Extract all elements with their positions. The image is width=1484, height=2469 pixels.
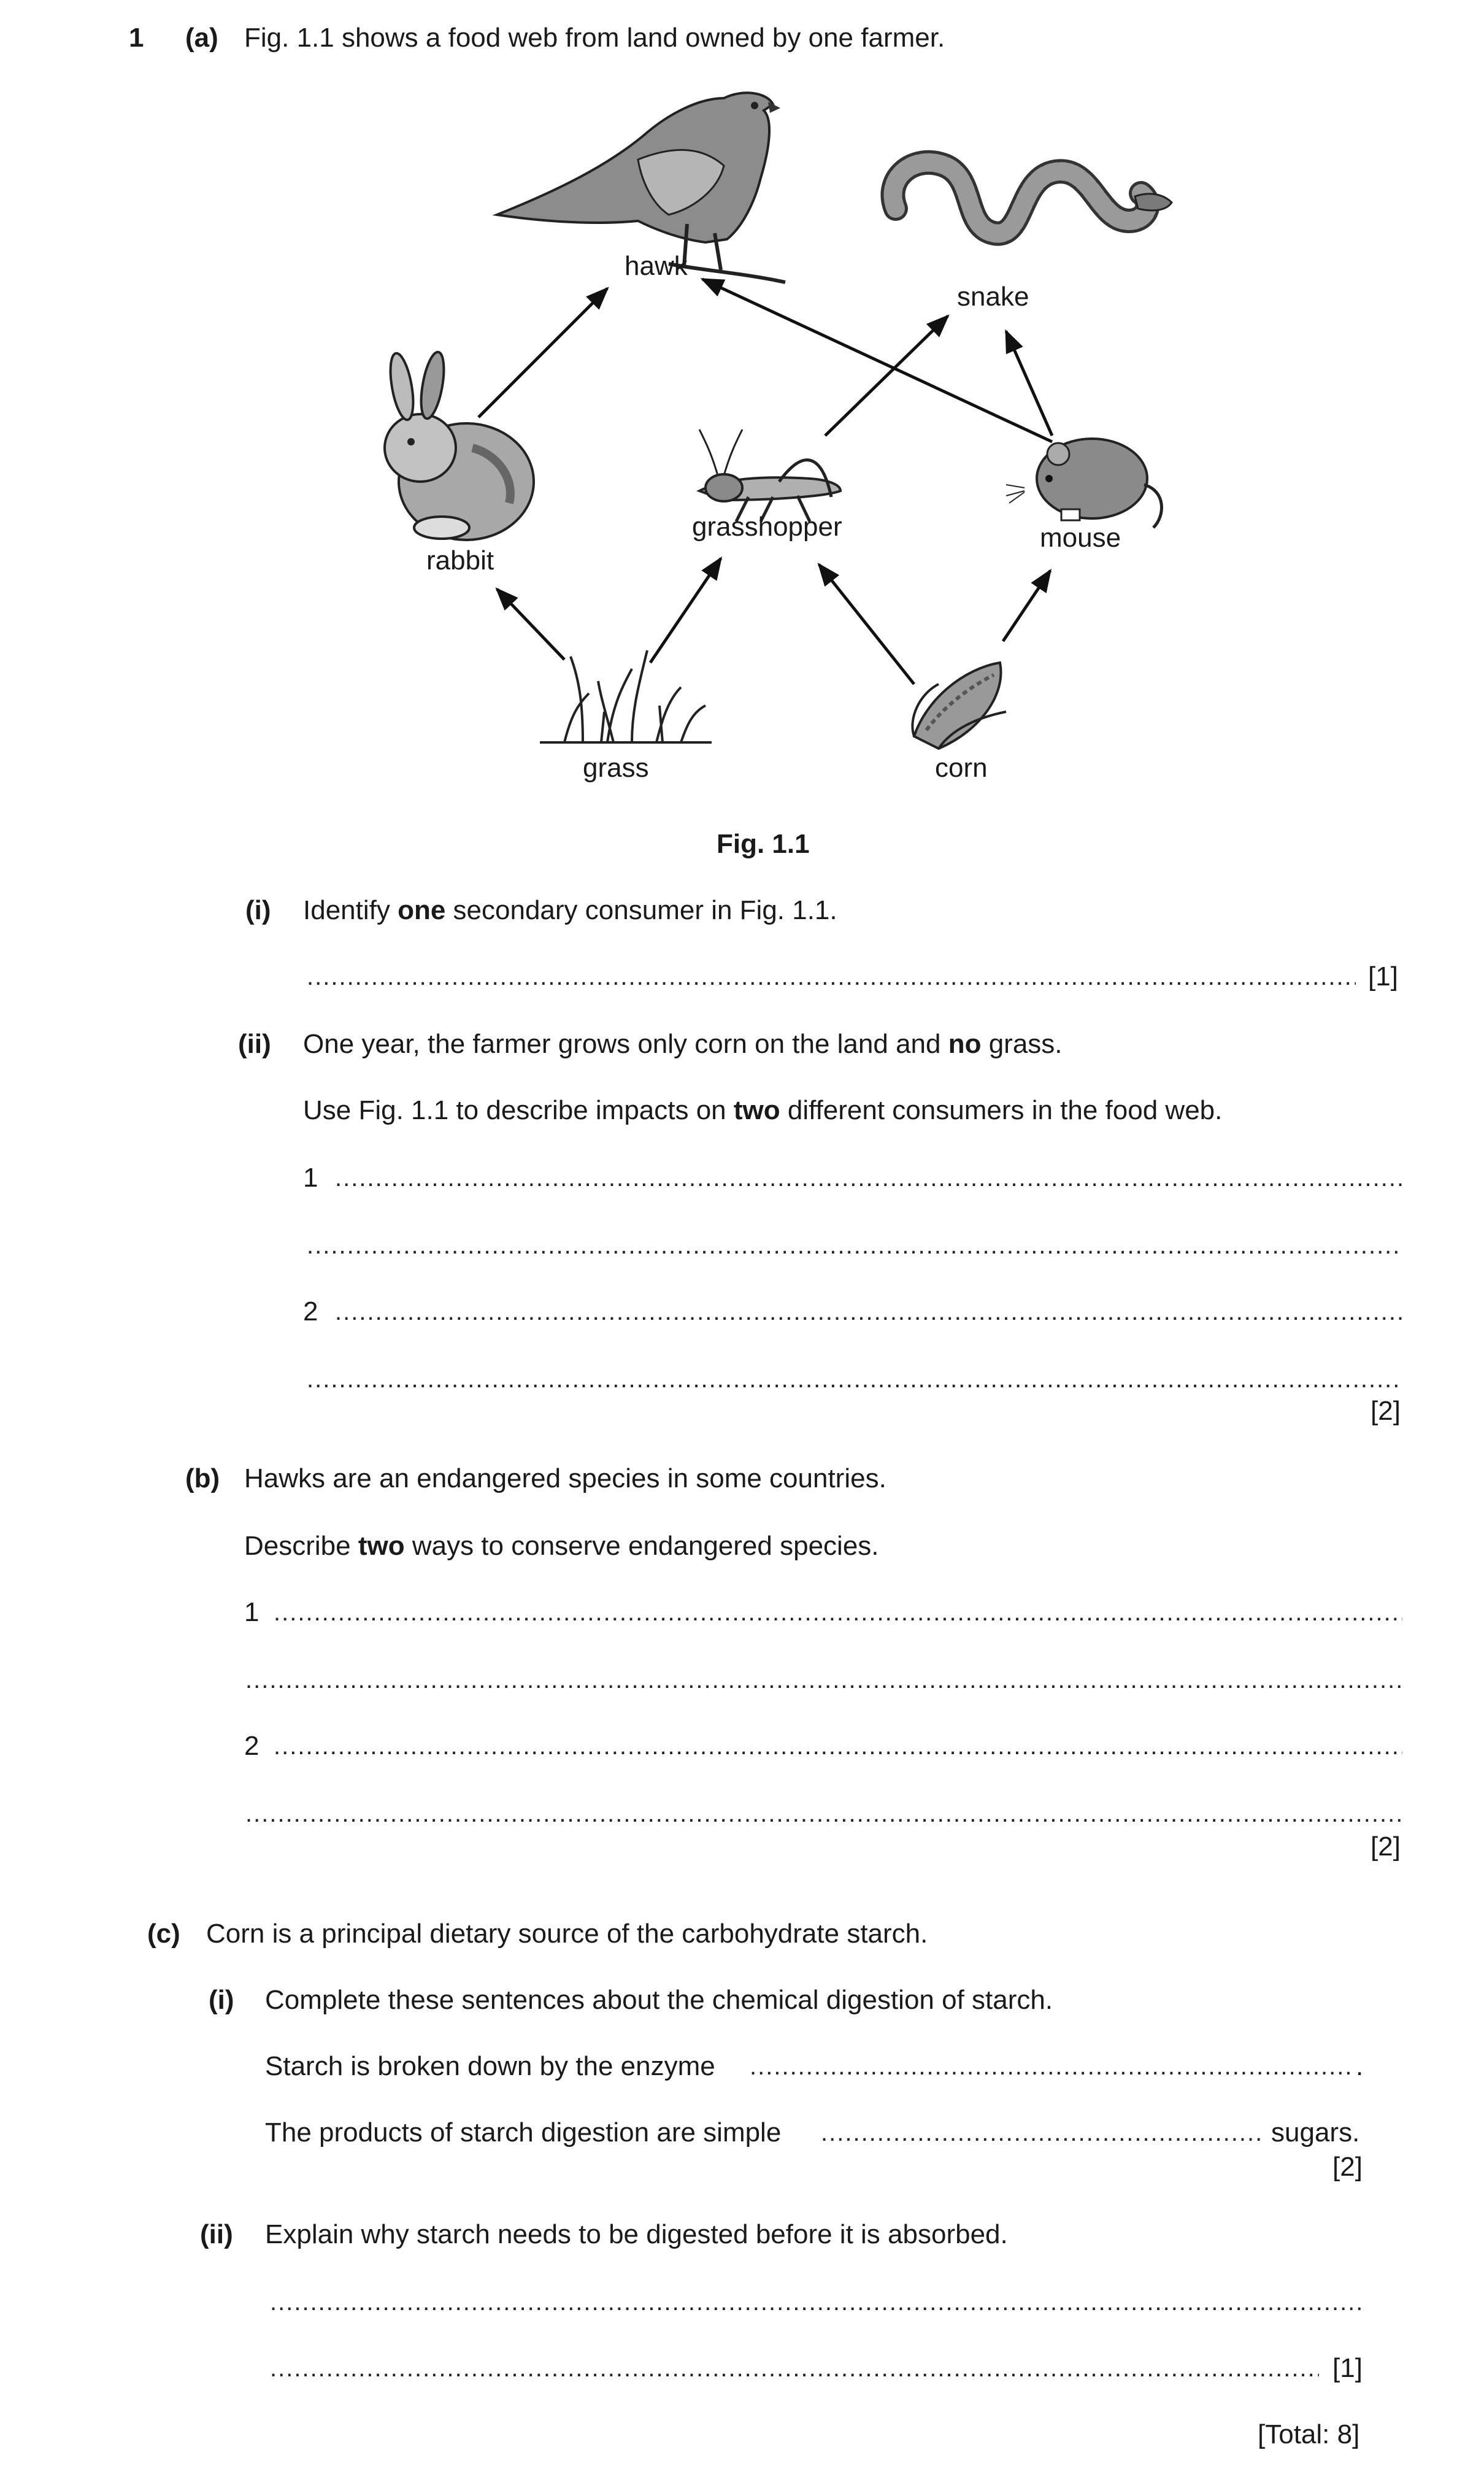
label-corn: corn <box>935 753 988 783</box>
answer-line-b-1a[interactable] <box>274 1597 1402 1628</box>
mark-a-ii: [2] <box>1371 1396 1401 1426</box>
part-c-i-label: (i) <box>209 1985 234 2015</box>
part-a-label: (a) <box>185 23 218 53</box>
part-a-intro: Fig. 1.1 shows a food web from land owned by one farmer. <box>244 23 945 53</box>
label-hawk: hawk <box>625 251 688 281</box>
part-a-ii-label: (ii) <box>238 1029 271 1059</box>
answer-line-a-ii-2b[interactable] <box>307 1363 1402 1395</box>
answer-line-c-ii-a[interactable] <box>270 2286 1364 2318</box>
mouse-icon <box>1006 439 1162 528</box>
grasshopper-icon <box>699 429 840 522</box>
part-a-ii-line1: One year, the farmer grows only corn on the land and no grass. <box>303 1029 1063 1059</box>
grass-icon <box>540 650 712 742</box>
sentence-enzyme-end: . <box>1356 2051 1364 2081</box>
label-mouse: mouse <box>1040 523 1121 553</box>
answer-blank-enzyme[interactable] <box>750 2051 1351 2082</box>
part-a-i-label: (i) <box>245 895 271 925</box>
answer-line-b-2a[interactable] <box>274 1730 1402 1762</box>
label-grasshopper: grasshopper <box>692 512 842 542</box>
part-a-ii-num2: 2 <box>303 1296 318 1327</box>
mark-c-i: [2] <box>1332 2152 1363 2182</box>
part-c-ii-label: (ii) <box>200 2219 233 2249</box>
part-b-num2: 2 <box>244 1731 260 1761</box>
answer-line-a-ii-2a[interactable] <box>335 1296 1402 1328</box>
sentence-products: The products of starch digestion are simple <box>265 2117 782 2147</box>
arrow-grass-to-grasshopper <box>650 558 721 663</box>
snake-icon <box>893 163 1172 234</box>
answer-line-a-ii-1b[interactable] <box>307 1230 1402 1261</box>
arrow-grass-to-rabbit <box>497 589 564 660</box>
total-marks: [Total: 8] <box>1258 2419 1360 2449</box>
mark-b: [2] <box>1371 1832 1401 1862</box>
part-b-num1: 1 <box>244 1597 260 1627</box>
arrow-mouse-to-snake <box>1006 331 1052 436</box>
part-c-ii-question: Explain why starch needs to be digested before it is absorbed. <box>265 2219 1008 2249</box>
answer-line-b-2b[interactable] <box>245 1798 1402 1830</box>
answer-line-b-1b[interactable] <box>245 1664 1402 1696</box>
part-c-i-question: Complete these sentences about the chemical digestion of starch. <box>265 1985 1053 2015</box>
question-number: 1 <box>129 23 144 53</box>
arrow-grasshopper-to-snake <box>825 316 948 436</box>
part-b-line2: Describe two ways to conserve endangered species. <box>244 1531 879 1561</box>
label-snake: snake <box>957 282 1029 312</box>
corn-icon <box>912 663 1006 749</box>
part-b-label: (b) <box>185 1463 220 1493</box>
arrow-corn-to-grasshopper <box>819 564 914 684</box>
part-c-label: (c) <box>147 1919 180 1949</box>
part-c-intro: Corn is a principal dietary source of the carbohydrate starch. <box>206 1919 928 1949</box>
part-b-line1: Hawks are an endangered species in some countries. <box>244 1463 886 1493</box>
answer-line-a-i[interactable] <box>307 961 1356 993</box>
arrow-rabbit-to-hawk <box>479 288 607 417</box>
answer-blank-sugars[interactable] <box>821 2117 1263 2149</box>
label-grass: grass <box>583 753 649 783</box>
answer-line-c-ii-b[interactable] <box>270 2352 1319 2384</box>
figure-caption: Fig. 1.1 <box>717 829 810 859</box>
mark-a-i: [1] <box>1368 961 1398 992</box>
food-web-diagram <box>0 0 1484 859</box>
arrow-corn-to-mouse <box>1003 571 1050 641</box>
answer-line-a-ii-1a[interactable] <box>335 1162 1402 1194</box>
mark-c-ii: [1] <box>1332 2353 1363 2383</box>
sentence-enzyme: Starch is broken down by the enzyme <box>265 2051 715 2081</box>
part-a-ii-num1: 1 <box>303 1163 318 1193</box>
label-rabbit: rabbit <box>426 545 494 576</box>
part-a-ii-line2: Use Fig. 1.1 to describe impacts on two different consumers in the food web. <box>303 1095 1223 1125</box>
sentence-products-end: sugars. <box>1271 2117 1360 2147</box>
rabbit-icon <box>385 350 534 540</box>
part-a-i-question: Identify one secondary consumer in Fig. 1.1. <box>303 895 837 925</box>
